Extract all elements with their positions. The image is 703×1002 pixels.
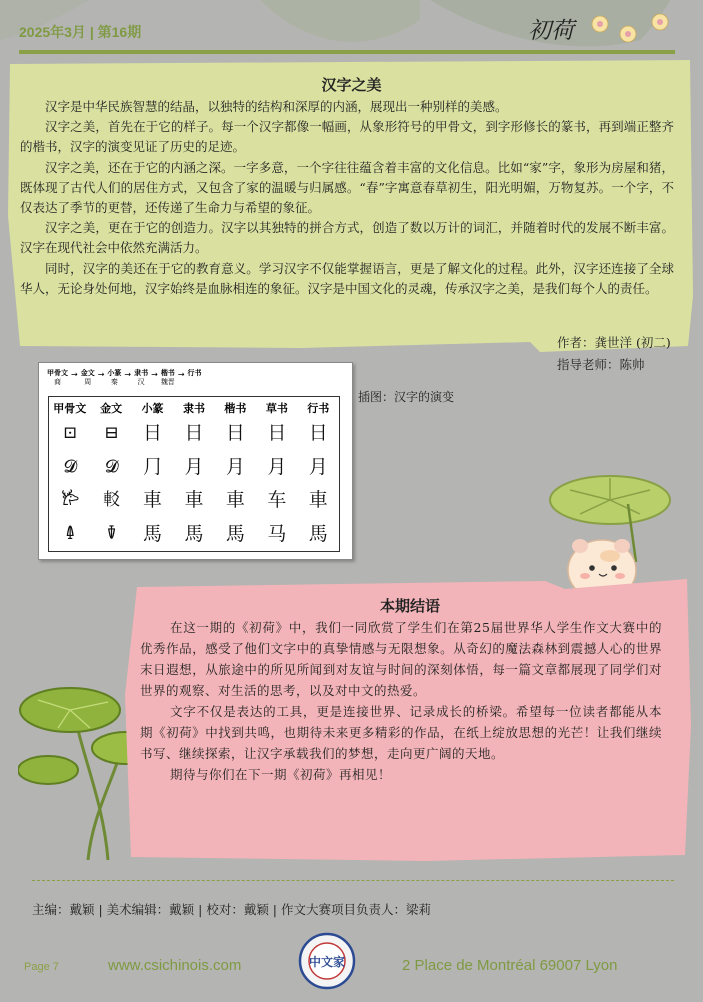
evolution-grid bbox=[48, 396, 340, 552]
column-header: 甲骨文 bbox=[53, 402, 87, 415]
issue-date: 2025年3月 | 第16期 bbox=[19, 24, 142, 40]
flow-arrow: → bbox=[124, 370, 132, 379]
editorial-credits: 主编：戴颖 | 美术编辑：戴颖 | 校对：戴颖 | 作文大赛项目负责人：梁莉 bbox=[32, 902, 431, 917]
flow-step: 隶书 汉 bbox=[134, 369, 149, 386]
article-paragraph: 同时，汉字的美还在于它的教育意义。学习汉字不仅能掌握语言，更是了解文化的过程。此外，汉字还连接了全球华人，无论身处何地，汉字始终是血脉相连的象征。汉字是中国文化的灵魂，传承汉字之美，是我们每个人的责任。 bbox=[20, 260, 674, 296]
glyph-cell: 日 bbox=[267, 422, 287, 444]
column-header: 行书 bbox=[307, 402, 330, 415]
flow-arrow: → bbox=[97, 370, 105, 379]
article-title: 汉字之美 bbox=[321, 76, 382, 94]
article-paragraph: 汉字之美，首先在于它的样子。每一个汉字都像一幅画，从象形符号的甲骨文，到字形修长的篆书，再到端正整齐的楷书，汉字的演变见证了历史的足迹。 bbox=[20, 119, 674, 155]
glyph-cell: 𐃋 bbox=[106, 523, 116, 544]
flow-step: 金文 周 bbox=[80, 369, 95, 386]
flow-arrow: → bbox=[151, 370, 158, 379]
glyph-cell: 月 bbox=[267, 455, 287, 478]
flow-step: 行书 bbox=[187, 369, 202, 377]
glyph-cell: 月 bbox=[308, 455, 328, 478]
glyph-cell: 𐃉 bbox=[65, 523, 75, 544]
glyph-cell: 𐂂 bbox=[61, 490, 79, 510]
flow-arrow: → bbox=[71, 370, 78, 379]
summary-paragraph: 文字不仅是表达的工具，更是连接世界、记录成长的桥梁。希望每一位读者都能从本期《初荷》中找到共鸣，也期待未来更多精彩的作品，在纸上绽放思想的光芒！让我们继续书写、继续探索，让汉字承载我们的梦想，走向更广阔的天地。 bbox=[140, 704, 662, 761]
footer-rule bbox=[32, 880, 674, 881]
glyph-cell: 車 bbox=[184, 489, 204, 511]
column-header: 金文 bbox=[100, 402, 123, 415]
article-paragraph: 汉字是中华民族智慧的结晶，以独特的结构和深厚的内涵，展现出一种别样的美感。 bbox=[45, 99, 508, 114]
flow-step: 楷书 魏晋 bbox=[160, 369, 175, 386]
glyph-cell: ⺆ bbox=[143, 455, 163, 478]
character-evolution-illustration bbox=[38, 362, 353, 560]
glyph-cell: 車 bbox=[143, 489, 163, 511]
glyph-cell: 日 bbox=[308, 422, 328, 444]
glyph-cell: 车 bbox=[267, 489, 287, 511]
glyph-cell: 馬 bbox=[308, 522, 328, 545]
evolution-flow bbox=[47, 369, 202, 387]
glyph-cell: 車 bbox=[225, 489, 245, 511]
flow-step: 甲骨文 商 bbox=[47, 369, 68, 386]
school-address: 2 Place de Montréal 69007 Lyon bbox=[402, 957, 618, 974]
glyph-cell: 𝓓 bbox=[105, 456, 118, 477]
column-header: 隶书 bbox=[182, 402, 205, 415]
glyph-cell: 日 bbox=[184, 422, 204, 444]
glyph-cell: 車 bbox=[308, 489, 328, 511]
website-link[interactable]: www.csichinois.com bbox=[108, 957, 242, 974]
glyph-cell: 月 bbox=[225, 455, 245, 478]
teacher-credit: 指导老师：陈帅 bbox=[557, 357, 645, 372]
svg-text:中文家: 中文家 bbox=[308, 955, 346, 969]
glyph-cell: ⊡ bbox=[63, 423, 77, 443]
flow-step: 小篆 秦 bbox=[107, 369, 122, 386]
article-body bbox=[20, 97, 674, 299]
column-header: 楷书 bbox=[224, 402, 247, 415]
page-number: Page 7 bbox=[24, 961, 59, 973]
glyph-cell: 馬 bbox=[143, 522, 163, 545]
column-header: 小篆 bbox=[141, 402, 164, 415]
article-paragraph: 汉字之美，还在于它的内涵之深。一字多意，一个字往往蕴含着丰富的文化信息。比如“家”字，象形为房屋和猪，既体现了古代人们的居住方式，又包含了家的温暖与归属感。“春”字寓意春草初生，阳光明媚，万物复苏。一个字，不仅表达了季节的更替，还传递了生命力与希望的象征。 bbox=[20, 159, 674, 216]
summary-body bbox=[140, 617, 662, 785]
summary-paragraph: 期待与你们在下一期《初荷》再相见！ bbox=[170, 767, 392, 782]
summary-title: 本期结语 bbox=[379, 597, 440, 615]
summary-paragraph: 在这一期的《初荷》中，我们一同欣赏了学生们在第25届世界华人学生作文大赛中的优秀作品，感受了他们文字中的真挚情感与无限想象。从奇幻的魔法森林到震撼人心的世界末日遐想，从旅途中的所见所闻到对友谊与时间的深刻体悟，每一篇文章都展现了同学们对世界的观察、对生活的思考，以及对中文的热爱。 bbox=[140, 620, 662, 698]
glyph-cell: 日 bbox=[143, 422, 163, 444]
brand-logo: 初荷 bbox=[528, 18, 574, 44]
glyph-cell: 馬 bbox=[225, 522, 245, 545]
glyph-cell: 𝓓 bbox=[63, 456, 76, 477]
lotus-flowers-icon bbox=[588, 10, 688, 46]
glyph-cell: ⊟ bbox=[104, 423, 118, 443]
glyph-cell: 日 bbox=[225, 422, 245, 444]
author-credit: 作者：龚世洋 (初二) bbox=[557, 335, 671, 350]
glyph-cell: 䡈 bbox=[103, 490, 120, 510]
flow-arrow: → bbox=[177, 370, 185, 379]
header-rule bbox=[19, 50, 675, 54]
school-seal-logo bbox=[298, 932, 356, 990]
glyph-cell: 馬 bbox=[184, 522, 204, 545]
glyph-cell: 马 bbox=[267, 522, 287, 545]
article-paragraph: 汉字之美，更在于它的创造力。汉字以其独特的拼合方式，创造了数以万计的词汇，并随着时代的发展不断丰富。汉字在现代社会中依然充满活力。 bbox=[20, 220, 674, 256]
glyph-cell: 月 bbox=[184, 455, 204, 478]
column-header: 草书 bbox=[265, 402, 288, 415]
illustration-caption: 插图：汉字的演变 bbox=[358, 390, 455, 404]
